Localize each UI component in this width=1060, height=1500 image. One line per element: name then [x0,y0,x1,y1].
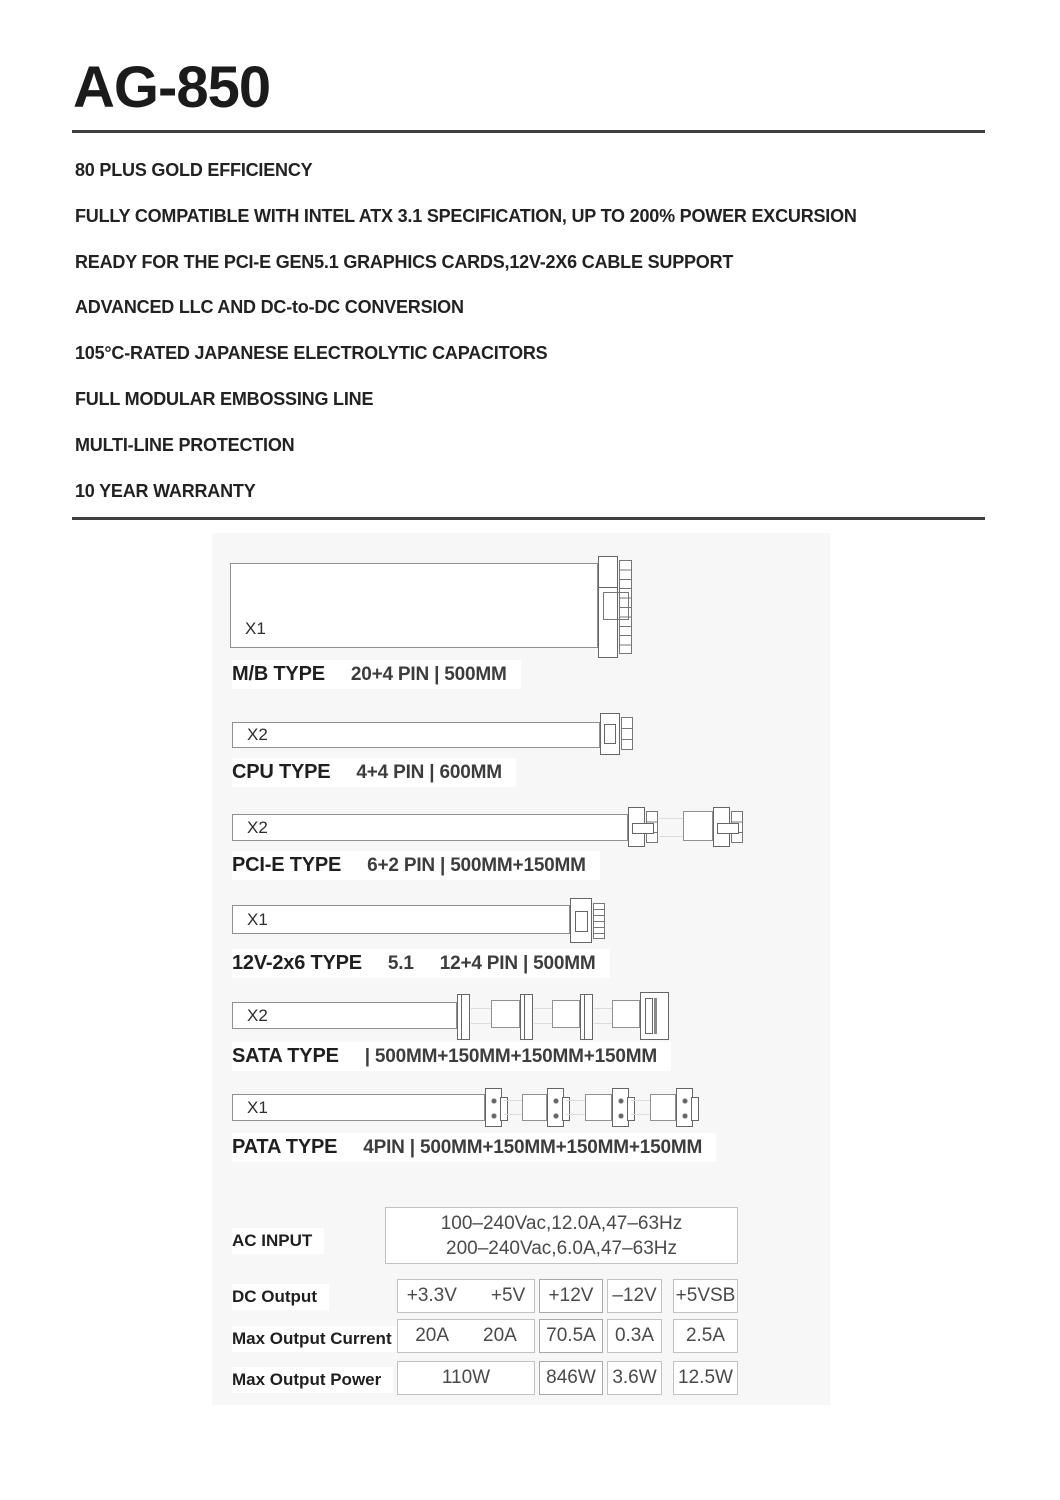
cable-link-line [471,1008,491,1024]
cpu-qty-label: X2 [247,725,268,744]
pcie-connector-notch-icon [632,823,654,834]
max-power-label: Max Output Power [232,1367,393,1393]
cable-name-label: SATA TYPE [232,1045,339,1067]
cable-name-label: M/B TYPE [232,663,325,685]
cable-segment [612,1000,640,1028]
feature-item: FULLY COMPATIBLE WITH INTEL ATX 3.1 SPECIFICATION, UP TO 200% POWER EXCURSION [75,205,857,226]
page-title: AG-850 [73,55,271,120]
sata-connector-icon [457,994,470,1040]
cable-name-label: CPU TYPE [232,761,331,783]
cable-link-line [504,1100,522,1115]
cable-link-line [659,818,683,837]
cable-spec-label: 4+4 PIN | 600MM [356,762,502,783]
ac-input-line1: 100–240Vac,12.0A,47–63Hz [440,1212,683,1234]
section-divider [72,517,985,520]
ac-input-label: AC INPUT [232,1228,324,1254]
pcie-cable-diagram [232,814,628,841]
cable-spec-label: | 500MM+150MM+150MM+150MM [364,1046,658,1067]
dc-output-cell-33v-5v [397,1279,535,1313]
rail-value: +5V [490,1285,526,1306]
feature-item: ADVANCED LLC AND DC-to-DC CONVERSION [75,297,464,318]
cable-link-line [566,1100,585,1115]
12v2x6-cable-label [232,949,610,978]
pata-cable-diagram [232,1094,485,1121]
max-current-label: Max Output Current [232,1326,404,1352]
header-divider [72,130,985,133]
feature-item: MULTI-LINE PROTECTION [75,434,295,455]
max-current-cell-33v-5v [397,1319,535,1353]
feature-item: READY FOR THE PCI-E GEN5.1 GRAPHICS CARDS,12V-2X6 CABLE SUPPORT [75,251,734,272]
pcie-qty-label: X2 [247,817,268,837]
12v2x6-connector-pins-icon [593,903,605,939]
12v2x6-connector-icon [570,898,592,943]
max-current-cell-12v: 70.5A [539,1319,603,1353]
feature-item: 10 YEAR WARRANTY [75,480,256,501]
molex-connector-icon [612,1088,629,1127]
cable-spec-version-label: 5.1 [387,953,414,974]
sata-connector-icon [580,994,593,1040]
feature-list [75,148,995,514]
pcie-connector-notch-icon [717,823,739,834]
cable-segment [491,1000,520,1028]
cpu-4plus4-connector-icon [600,713,620,755]
current-value: 20A [415,1325,449,1346]
ac-input-value-box [385,1207,738,1264]
sata-qty-label: X2 [247,1005,268,1025]
ac-input-line2: 200–240Vac,6.0A,47–63Hz [446,1237,677,1259]
12v2x6-qty-label: X1 [247,909,268,929]
mb-qty-label: X1 [245,619,266,638]
max-power-cell-12v: 846W [539,1361,603,1395]
cable-spec-label: 6+2 PIN | 500MM+150MM [367,855,586,876]
cpu-cable-label [232,758,516,787]
max-current-cell-neg12v: 0.3A [607,1319,662,1353]
mb-cable-diagram [230,563,598,648]
sata-cable-label [232,1042,671,1071]
max-power-cell-neg12v: 3.6W [607,1361,662,1395]
max-power-cell-5vsb: 12.5W [673,1361,738,1395]
atx-latch-icon [603,592,629,620]
cable-name-label: 12V-2x6 TYPE [232,952,362,974]
sata-cable-diagram [232,1002,457,1029]
molex-connector-icon [485,1088,502,1127]
cable-link-line [594,1008,612,1024]
cpu-cable-diagram [232,722,600,748]
cable-spec-label: 12+4 PIN | 500MM [439,953,596,974]
dc-output-label: DC Output [232,1284,329,1310]
cable-segment [552,1000,580,1028]
cable-spec-label: 20+4 PIN | 500MM [350,664,507,685]
pcie-cable-label [232,851,600,880]
feature-item: FULL MODULAR EMBOSSING LINE [75,388,374,409]
dc-output-cell-12v: +12V [539,1279,603,1313]
pata-cable-label [232,1133,716,1162]
current-value: 20A [483,1325,517,1346]
sata-connector-icon [520,994,533,1040]
sata-end-connector-icon [640,992,669,1040]
cable-name-label: PCI-E TYPE [232,854,342,876]
feature-item: 80 PLUS GOLD EFFICIENCY [75,160,313,180]
molex-connector-icon [547,1088,564,1127]
pata-qty-label: X1 [247,1097,268,1117]
cable-segment [585,1094,612,1121]
cable-segment [650,1094,676,1121]
cable-segment [522,1094,547,1121]
cpu-connector-pins-icon [621,717,633,750]
max-power-cell-combined: 110W [397,1361,535,1395]
12v2x6-cable-diagram [232,905,570,934]
rail-value: +3.3V [406,1285,457,1306]
mb-cable-label [232,660,521,689]
dc-output-cell-neg12v: –12V [607,1279,662,1313]
cable-spec-label: 4PIN | 500MM+150MM+150MM+150MM [363,1137,703,1158]
cable-link-line [631,1100,650,1115]
cable-segment [683,811,713,841]
cable-name-label: PATA TYPE [232,1136,338,1158]
dc-output-cell-5vsb: +5VSB [673,1279,738,1313]
feature-item: 105°C-RATED JAPANESE ELECTROLYTIC CAPACITORS [75,343,548,364]
cable-link-line [534,1008,552,1024]
max-current-cell-5vsb: 2.5A [673,1319,738,1353]
molex-connector-icon [676,1088,693,1127]
